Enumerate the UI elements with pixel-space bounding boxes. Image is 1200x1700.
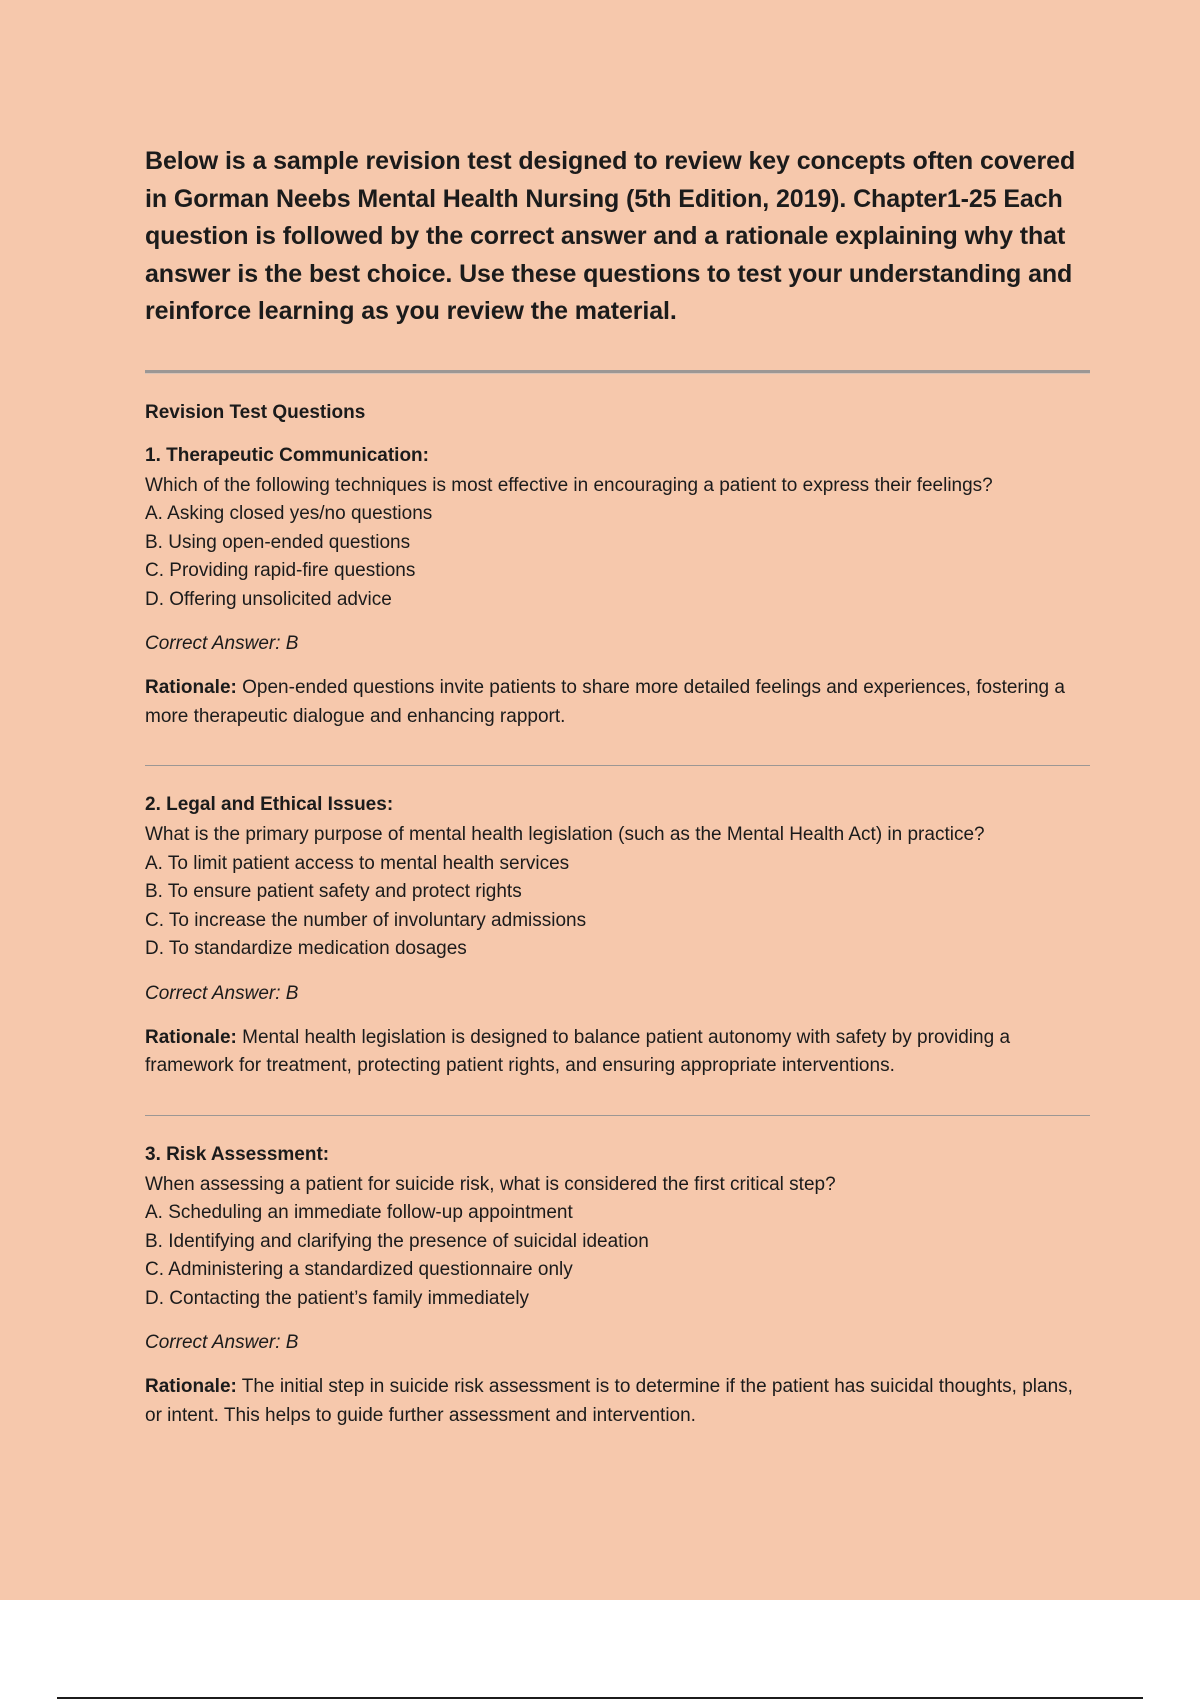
option-c: C. Providing rapid-fire questions (145, 560, 416, 581)
option-d: D. Contacting the patient’s family immediately (145, 1287, 530, 1309)
option-b: B. Identifying and clarifying the presence of suicidal ideation (145, 1230, 649, 1252)
rationale-label: Rationale: (145, 1026, 237, 1048)
question-title: 2. Legal and Ethical Issues: (145, 794, 394, 815)
correct-answer: Correct Answer: B (145, 1332, 299, 1353)
rationale-text: The initial step in suicide risk assessment is to determine if the patient has suicidal thoughts, plans, or intent. This helps to guide further assessment and intervention. (145, 1376, 1073, 1426)
option-b: B. To ensure patient safety and protect rights (145, 881, 522, 902)
rationale-text: Open-ended questions invite patients to share more detailed feelings and experiences, fostering a more therapeutic dialogue and enhancing rapport. (145, 677, 1065, 727)
option-b: B. Using open-ended questions (145, 531, 411, 553)
section-heading: Revision Test Questions (145, 401, 366, 423)
rationale (145, 674, 1090, 731)
rationale-label: Rationale: (145, 1376, 237, 1397)
question-text: When assessing a patient for suicide risk, what is considered the first critical step? (145, 1173, 836, 1195)
question-title: 1. Therapeutic Communication: (145, 444, 429, 466)
question-text: Which of the following techniques is most effective in encouraging a patient to express their feelings? (145, 474, 993, 496)
option-a: A. Asking closed yes/no questions (145, 503, 433, 524)
correct-answer: Correct Answer: B (145, 982, 299, 1004)
option-d: D. To standardize medication dosages (145, 938, 467, 959)
rationale (145, 1024, 1090, 1081)
question-divider-1 (145, 765, 1090, 766)
option-a: A. Scheduling an immediate follow-up appointment (145, 1202, 573, 1223)
question-block-1 (145, 443, 1090, 732)
page-footer-rule (57, 1697, 1143, 1699)
option-c: C. Administering a standardized questionnaire only (145, 1259, 573, 1280)
question-block-3 (145, 1142, 1090, 1431)
intro-divider (145, 370, 1090, 374)
document-content (145, 143, 1090, 1430)
question-block-2 (145, 792, 1090, 1081)
question-text: What is the primary purpose of mental health legislation (such as the Mental Health Act) in practice? (145, 824, 985, 845)
question-title: 3. Risk Assessment: (145, 1143, 330, 1165)
rationale (145, 1373, 1090, 1430)
option-c: C. To increase the number of involuntary admissions (145, 909, 587, 931)
rationale-label: Rationale: (145, 677, 237, 698)
option-a: A. To limit patient access to mental health services (145, 852, 570, 874)
option-d: D. Offering unsolicited advice (145, 588, 392, 610)
intro-paragraph: Below is a sample revision test designed to review key concepts often covered in Gorman Neebs Mental Health Nursing (5th Edition, 2019). Chapter1-25 Each question is followed by the correct answer and a rationale explaining why that answer is the best choice. Use these questions to test your understanding and reinforce learning as you review the material. (145, 147, 1076, 325)
rationale-text: Mental health legislation is designed to balance patient autonomy with safety by providing a framework for treatment, protecting patient rights, and ensuring appropriate interventions. (145, 1026, 1011, 1076)
correct-answer: Correct Answer: B (145, 633, 299, 654)
question-divider-2 (145, 1115, 1090, 1116)
